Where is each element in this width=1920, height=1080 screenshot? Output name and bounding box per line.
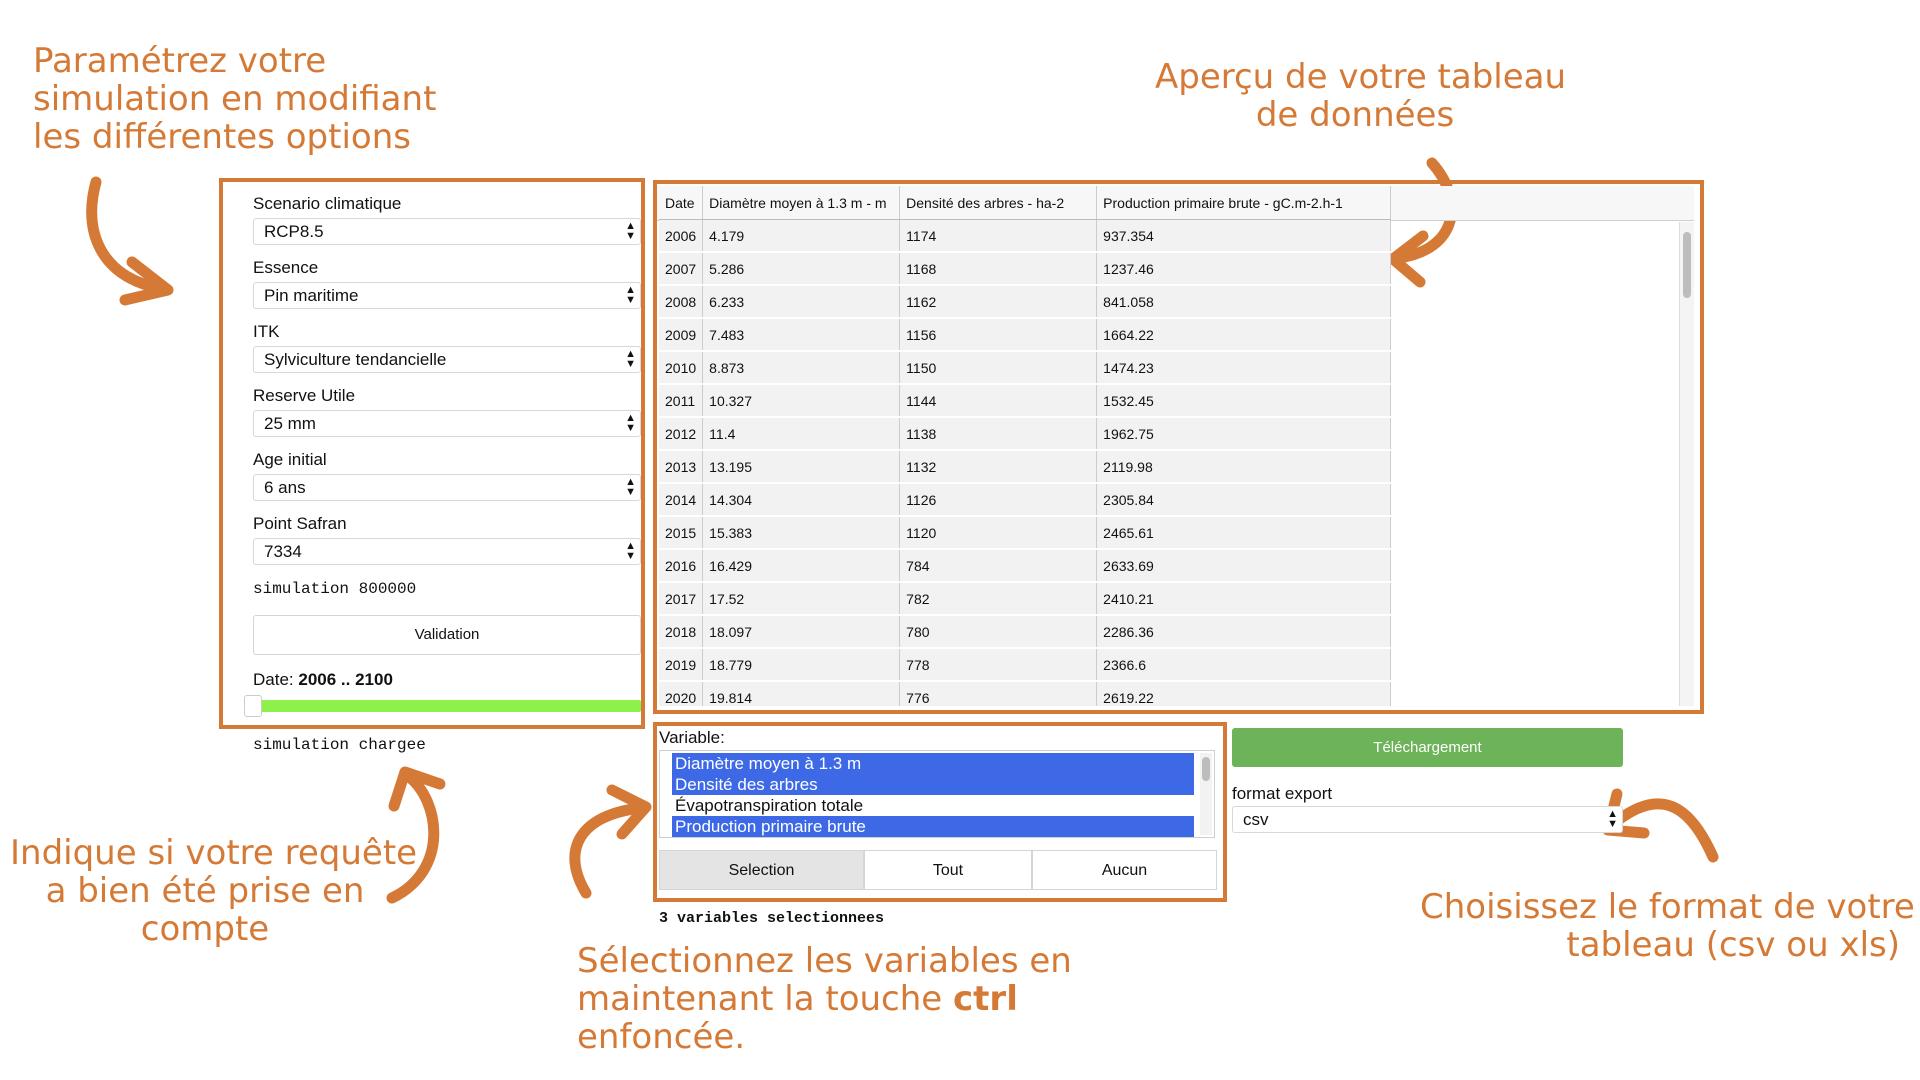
validation-button[interactable] bbox=[253, 615, 641, 655]
age-select[interactable] bbox=[253, 474, 641, 501]
slider-handle-start[interactable] bbox=[244, 695, 262, 717]
table-row[interactable] bbox=[659, 318, 1391, 351]
table-row[interactable] bbox=[659, 417, 1391, 450]
table-cell: 18.097 bbox=[703, 615, 900, 648]
table-cell: 2012 bbox=[659, 417, 703, 450]
itk-value: Sylviculture tendancielle bbox=[264, 350, 447, 369]
age-value: 6 ans bbox=[264, 478, 306, 497]
table-cell: 16.429 bbox=[703, 549, 900, 582]
table-cell: 2410.21 bbox=[1097, 582, 1391, 615]
table-cell: 2018 bbox=[659, 615, 703, 648]
table-row[interactable] bbox=[659, 615, 1391, 648]
table-cell: 8.873 bbox=[703, 351, 900, 384]
table-cell: 2619.22 bbox=[1097, 681, 1391, 706]
select-arrows-icon: ▲ ▼ bbox=[625, 540, 636, 562]
table-cell: 10.327 bbox=[703, 384, 900, 417]
variable-option[interactable]: Diamètre moyen à 1.3 m bbox=[672, 753, 1194, 774]
annotation-line: Indique si votre requête bbox=[10, 833, 418, 873]
table-cell: 1150 bbox=[900, 351, 1097, 384]
select-arrows-icon: ▲ ▼ bbox=[625, 412, 636, 434]
table-cell: 1962.75 bbox=[1097, 417, 1391, 450]
none-button-label: Aucun bbox=[1101, 862, 1148, 879]
annotation-line: Paramétrez votre bbox=[33, 41, 327, 81]
reserve-value: 25 mm bbox=[264, 414, 316, 433]
age-label: Age initial bbox=[253, 450, 327, 469]
reserve-label: Reserve Utile bbox=[253, 386, 356, 405]
table-cell: 1474.23 bbox=[1097, 351, 1391, 384]
table-row[interactable] bbox=[659, 483, 1391, 516]
annotation-line: enfoncée. bbox=[577, 1017, 746, 1057]
all-button[interactable] bbox=[864, 850, 1032, 890]
column-header-diameter[interactable]: Diamètre moyen à 1.3 m - m bbox=[703, 186, 900, 220]
selection-button-label: Selection bbox=[728, 862, 795, 879]
table-row[interactable] bbox=[659, 681, 1391, 706]
table-cell: 1664.22 bbox=[1097, 318, 1391, 351]
select-arrows-icon: ▲ ▼ bbox=[625, 348, 636, 370]
table-cell: 2366.6 bbox=[1097, 648, 1391, 681]
table-cell: 2010 bbox=[659, 351, 703, 384]
table-row[interactable] bbox=[659, 220, 1391, 253]
table-cell: 2286.36 bbox=[1097, 615, 1391, 648]
table-cell: 2011 bbox=[659, 384, 703, 417]
essence-value: Pin maritime bbox=[264, 286, 359, 305]
data-table-panel bbox=[657, 186, 1694, 706]
variable-option[interactable]: Évapotranspiration totale bbox=[675, 796, 864, 815]
reserve-select[interactable] bbox=[253, 410, 641, 437]
safran-select[interactable] bbox=[253, 538, 641, 565]
table-cell: 19.814 bbox=[703, 681, 900, 706]
table-cell: 2013 bbox=[659, 450, 703, 483]
variables-count-text: 3 variables selectionnees bbox=[659, 910, 885, 927]
table-cell: 1532.45 bbox=[1097, 384, 1391, 417]
table-cell: 1120 bbox=[900, 516, 1097, 549]
scenario-value: RCP8.5 bbox=[264, 222, 324, 241]
scrollbar-thumb[interactable] bbox=[1202, 757, 1210, 781]
table-header-row bbox=[659, 186, 1391, 220]
table-cell: 5.286 bbox=[703, 252, 900, 285]
annotation-variables bbox=[577, 942, 1072, 1056]
table-cell: 2007 bbox=[659, 252, 703, 285]
variable-listbox[interactable] bbox=[659, 750, 1215, 838]
column-header-production[interactable]: Production primaire brute - gC.m-2.h-1 bbox=[1097, 186, 1391, 220]
table-row[interactable] bbox=[659, 384, 1391, 417]
table-cell: 14.304 bbox=[703, 483, 900, 516]
format-export-label: format export bbox=[1232, 784, 1333, 803]
data-table bbox=[659, 186, 1391, 706]
table-cell: 2009 bbox=[659, 318, 703, 351]
table-row[interactable] bbox=[659, 252, 1391, 285]
table-row[interactable] bbox=[659, 351, 1391, 384]
safran-value: 7334 bbox=[264, 542, 302, 561]
variable-label: Variable: bbox=[659, 728, 725, 747]
all-button-label: Tout bbox=[932, 862, 964, 879]
table-cell: 2017 bbox=[659, 582, 703, 615]
select-arrows-icon: ▲ ▼ bbox=[1607, 808, 1618, 830]
table-cell: 2633.69 bbox=[1097, 549, 1391, 582]
table-row[interactable] bbox=[659, 450, 1391, 483]
table-cell: 11.4 bbox=[703, 417, 900, 450]
validation-button-label: Validation bbox=[414, 626, 480, 643]
annotation-line: les différentes options bbox=[33, 117, 411, 157]
table-cell: 2465.61 bbox=[1097, 516, 1391, 549]
table-vertical-scrollbar[interactable] bbox=[1679, 222, 1694, 706]
scenario-select[interactable] bbox=[253, 218, 641, 245]
table-cell: 18.779 bbox=[703, 648, 900, 681]
column-header-density[interactable]: Densité des arbres - ha-2 bbox=[900, 186, 1097, 220]
safran-label: Point Safran bbox=[253, 514, 347, 533]
itk-select[interactable] bbox=[253, 346, 641, 373]
table-cell: 1237.46 bbox=[1097, 252, 1391, 285]
table-cell: 776 bbox=[900, 681, 1097, 706]
scrollbar-thumb[interactable] bbox=[1683, 232, 1691, 298]
table-row[interactable] bbox=[659, 516, 1391, 549]
table-cell: 1126 bbox=[900, 483, 1097, 516]
arrow-to-variables bbox=[575, 808, 640, 893]
select-arrows-icon: ▲ ▼ bbox=[625, 476, 636, 498]
table-cell: 1138 bbox=[900, 417, 1097, 450]
itk-label: ITK bbox=[253, 322, 280, 341]
table-cell: 7.483 bbox=[703, 318, 900, 351]
table-row[interactable] bbox=[659, 549, 1391, 582]
table-cell: 2008 bbox=[659, 285, 703, 318]
date-label: Date: bbox=[253, 670, 294, 689]
table-cell: 1174 bbox=[900, 220, 1097, 253]
table-cell: 2006 bbox=[659, 220, 703, 253]
table-cell: 937.354 bbox=[1097, 220, 1391, 253]
annotation-format bbox=[1420, 887, 1915, 965]
annotation-line: de données bbox=[1255, 95, 1455, 135]
annotation-line: a bien été prise en bbox=[45, 871, 365, 911]
table-cell: 6.233 bbox=[703, 285, 900, 318]
table-body bbox=[659, 220, 1391, 707]
simulation-status-text: simulation chargee bbox=[253, 736, 426, 754]
annotation-line: simulation en modifiant bbox=[33, 79, 437, 119]
arrow-to-form-head bbox=[125, 262, 168, 300]
essence-label: Essence bbox=[253, 258, 319, 277]
arrow-to-status-head bbox=[394, 772, 440, 806]
date-range-slider[interactable] bbox=[253, 700, 641, 712]
table-cell: 2019 bbox=[659, 648, 703, 681]
annotation-line: compte bbox=[140, 909, 270, 949]
annotation-line: Choisissez le format de votre bbox=[1420, 887, 1915, 927]
table-row[interactable] bbox=[659, 582, 1391, 615]
essence-select[interactable] bbox=[253, 282, 641, 309]
table-cell: 2119.98 bbox=[1097, 450, 1391, 483]
annotation-line: tableau (csv ou xls) bbox=[1566, 925, 1900, 965]
table-cell: 1162 bbox=[900, 285, 1097, 318]
table-cell: 1156 bbox=[900, 318, 1097, 351]
select-arrows-icon: ▲ ▼ bbox=[625, 284, 636, 306]
download-button-label: Téléchargement bbox=[1373, 739, 1482, 756]
table-cell: 1168 bbox=[900, 252, 1097, 285]
selection-button[interactable] bbox=[659, 850, 864, 890]
none-button[interactable] bbox=[1032, 850, 1217, 890]
arrow-to-format bbox=[1612, 804, 1713, 857]
table-cell: 1144 bbox=[900, 384, 1097, 417]
listbox-scrollbar[interactable] bbox=[1200, 753, 1212, 835]
arrow-to-form bbox=[92, 182, 160, 288]
table-cell: 778 bbox=[900, 648, 1097, 681]
table-cell: 2305.84 bbox=[1097, 483, 1391, 516]
table-cell: 780 bbox=[900, 615, 1097, 648]
variable-option[interactable]: Production primaire brute bbox=[672, 816, 1194, 837]
annotation-request-status bbox=[10, 833, 418, 949]
format-export-select[interactable] bbox=[1232, 806, 1623, 833]
annotation-line bbox=[577, 980, 1072, 1018]
table-row[interactable] bbox=[659, 648, 1391, 681]
simulation-id-text: simulation 800000 bbox=[253, 580, 417, 598]
select-arrows-icon: ▲ ▼ bbox=[625, 220, 636, 242]
table-cell: 782 bbox=[900, 582, 1097, 615]
scenario-label: Scenario climatique bbox=[253, 194, 402, 213]
annotation-line: Aperçu de votre tableau bbox=[1155, 57, 1567, 97]
download-button[interactable] bbox=[1232, 728, 1623, 767]
table-cell: 841.058 bbox=[1097, 285, 1391, 318]
arrow-to-variables-head bbox=[612, 790, 646, 834]
column-header-date[interactable]: Date bbox=[659, 186, 703, 220]
table-cell: 15.383 bbox=[703, 516, 900, 549]
table-row[interactable] bbox=[659, 285, 1391, 318]
table-cell: 784 bbox=[900, 549, 1097, 582]
variable-option[interactable]: Densité des arbres bbox=[672, 774, 1194, 795]
annotation-text: maintenant la touche bbox=[577, 979, 943, 1019]
annotation-keyword: ctrl bbox=[953, 979, 1018, 1019]
table-cell: 2014 bbox=[659, 483, 703, 516]
annotation-line: Sélectionnez les variables en bbox=[577, 941, 1072, 981]
annotation-preview bbox=[1155, 57, 1567, 135]
table-cell: 13.195 bbox=[703, 450, 900, 483]
date-range-label bbox=[253, 670, 393, 690]
annotation-parameters bbox=[33, 42, 436, 156]
table-cell: 2015 bbox=[659, 516, 703, 549]
table-cell: 2020 bbox=[659, 681, 703, 706]
format-export-value: csv bbox=[1243, 810, 1269, 829]
date-range-value: 2006 .. 2100 bbox=[298, 670, 393, 689]
table-cell: 2016 bbox=[659, 549, 703, 582]
table-cell: 17.52 bbox=[703, 582, 900, 615]
table-cell: 4.179 bbox=[703, 220, 900, 253]
table-cell: 1132 bbox=[900, 450, 1097, 483]
